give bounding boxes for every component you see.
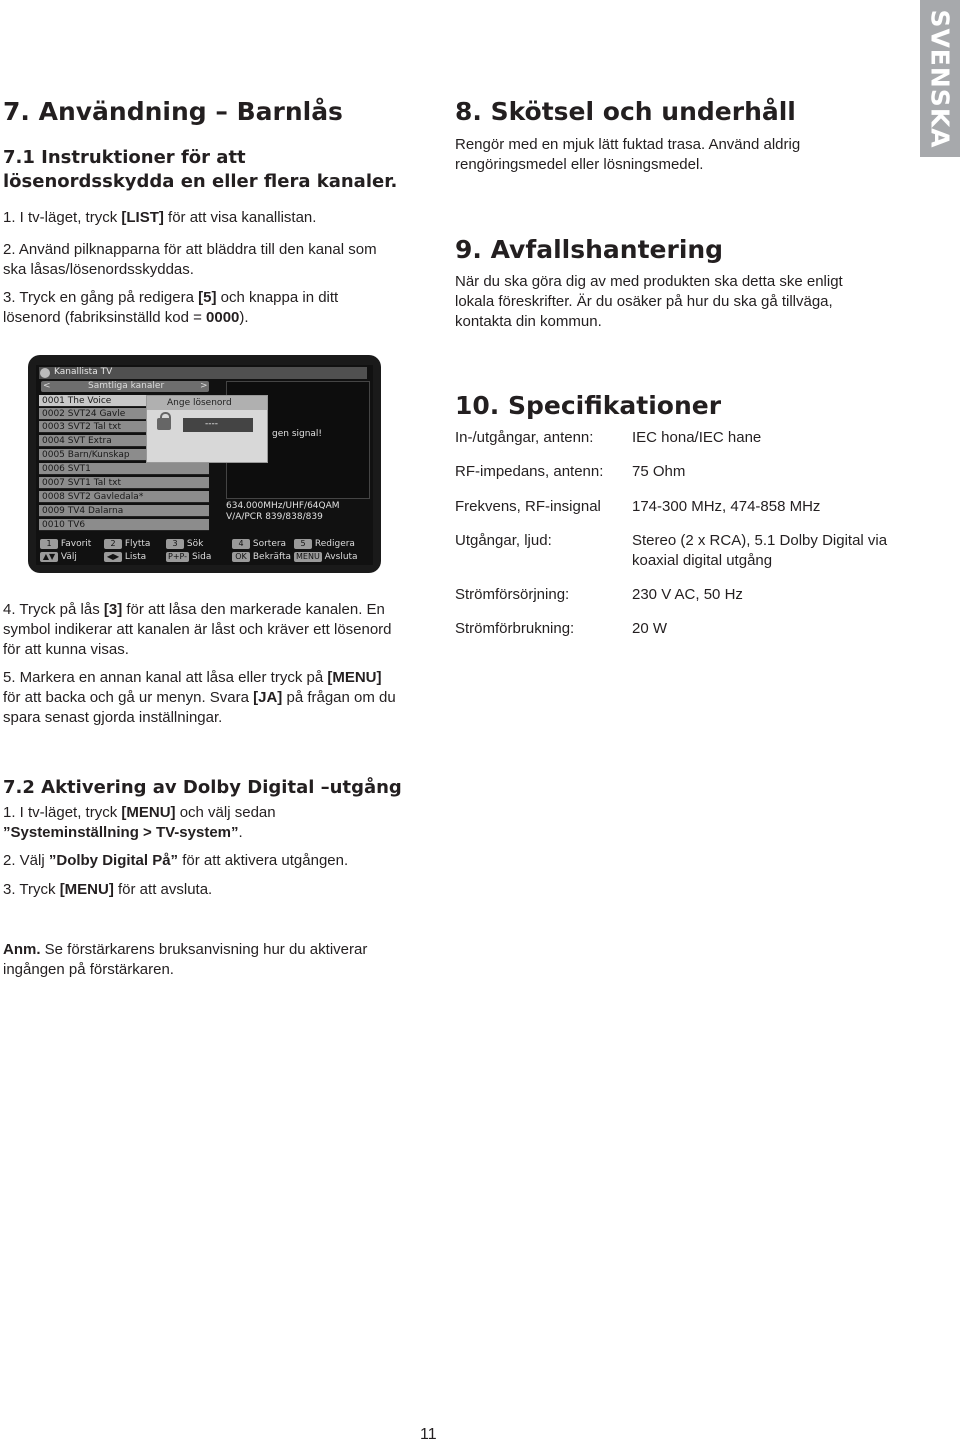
spec-value: 174-300 MHz, 474-858 MHz bbox=[632, 498, 821, 515]
section-10-title: 10. Specifikationer bbox=[455, 391, 722, 420]
channel-row: 0006 SVT1 bbox=[39, 463, 209, 475]
tv-screen bbox=[36, 365, 373, 565]
key-hint: ◀▶ Lista bbox=[104, 552, 146, 562]
key-hint: OK Bekräfta bbox=[232, 552, 291, 562]
password-dialog-title: Ange lösenord bbox=[167, 398, 232, 408]
tv-menu-icon bbox=[40, 368, 50, 378]
pid-info: V/A/PCR 839/838/839 bbox=[226, 512, 323, 522]
section-7-title: 7. Användning – Barnlås bbox=[3, 97, 343, 126]
spec-label: Utgångar, ljud: bbox=[455, 532, 552, 549]
spec-value: IEC hona/IEC hane bbox=[632, 429, 762, 446]
section-9-title: 9. Avfallshantering bbox=[455, 235, 724, 264]
spec-label: In-/utgångar, antenn: bbox=[455, 429, 594, 446]
spec-label: Strömförsörjning: bbox=[455, 586, 570, 603]
password-field: ---- bbox=[205, 419, 218, 429]
channel-row: 0003 SVT2 Tal txt bbox=[39, 421, 209, 433]
section-7-1-subtitle: 7.1 Instruktioner för att lösenordsskydda en eller flera kanaler. bbox=[3, 147, 398, 192]
key-hint: MENU Avsluta bbox=[296, 552, 358, 562]
step-2: 2. Använd pilknapparna för att bläddra till den kanal som ska låsas/lösenordsskyddas. bbox=[3, 241, 377, 278]
channel-row: 0005 Barn/Kunskap bbox=[39, 449, 209, 461]
language-tab-label: SVENSKA bbox=[925, 8, 955, 149]
filter-next-icon: > bbox=[200, 381, 208, 391]
spec-value: 75 Ohm bbox=[632, 463, 686, 480]
spec-value: 230 V AC, 50 Hz bbox=[632, 586, 743, 603]
channel-row: 0007 SVT1 Tal txt bbox=[39, 477, 209, 489]
step-3: 3. Tryck en gång på redigera [5] och knappa in ditt lösenord (fabriksinställd kod = 0000). bbox=[3, 289, 339, 326]
password-dialog bbox=[146, 395, 268, 463]
key-hint: 1 Favorit bbox=[40, 539, 91, 549]
spec-value: 20 W bbox=[632, 620, 668, 637]
key-hint: 4 Sortera bbox=[232, 539, 286, 549]
key-hint: 3 Sök bbox=[166, 539, 203, 549]
page-number: 11 bbox=[420, 1426, 437, 1443]
section-8-title: 8. Skötsel och underhåll bbox=[455, 97, 796, 126]
channel-row: 0010 TV6 bbox=[39, 519, 209, 531]
key-hint: P+P- Sida bbox=[168, 552, 212, 562]
section-8-text: Rengör med en mjuk lätt fuktad trasa. Använd aldrig rengöringsmedel eller lösningsmedel. bbox=[455, 136, 801, 173]
spec-value: Stereo (2 x RCA), 5.1 Dolby Digital via koaxial digital utgång bbox=[632, 532, 888, 569]
dolby-step-3: 3. Tryck [MENU] för att avsluta. bbox=[3, 881, 213, 898]
section-7-2-subtitle: 7.2 Aktivering av Dolby Digital –utgång bbox=[3, 777, 402, 798]
key-hint: 2 Flytta bbox=[104, 539, 150, 549]
tv-filter: Samtliga kanaler bbox=[88, 381, 165, 391]
note: Anm. Se förstärkarens bruksanvisning hur du aktiverar ingången på förstärkaren. bbox=[3, 941, 368, 978]
key-hint: 5 Redigera bbox=[294, 539, 355, 549]
no-signal-text: gen signal! bbox=[272, 429, 323, 439]
spec-label: Frekvens, RF-insignal bbox=[455, 498, 601, 515]
tv-channel-list-screenshot bbox=[28, 355, 381, 573]
dolby-step-2: 2. Välj ”Dolby Digital På” för att aktivera utgången. bbox=[3, 852, 349, 869]
tv-list-title: Kanallista TV bbox=[54, 367, 113, 377]
key-hint: ▲▼ Välj bbox=[40, 552, 77, 562]
channel-row: 0004 SVT Extra bbox=[39, 435, 209, 447]
frequency-info: 634.000MHz/UHF/64QAM bbox=[226, 501, 340, 511]
spec-label: RF-impedans, antenn: bbox=[455, 463, 604, 480]
channel-row: 0002 SVT24 Gavle bbox=[39, 408, 209, 420]
channel-row: 0001 The Voice bbox=[39, 395, 209, 407]
filter-prev-icon: < bbox=[43, 381, 51, 391]
dolby-step-1: 1. I tv-läget, tryck [MENU] och välj sedan ”Systeminställning > TV-system”. bbox=[3, 804, 276, 841]
step-1: 1. I tv-läget, tryck [LIST] för att visa kanallistan. bbox=[3, 209, 317, 226]
channel-row: 0009 TV4 Dalarna bbox=[39, 505, 209, 517]
step-5: 5. Markera en annan kanal att låsa eller tryck på [MENU] för att backa och gå ur menyn. Svara [JA] på frågan om du spara senast gjorda inställningar. bbox=[3, 669, 396, 726]
section-9-text: När du ska göra dig av med produkten ska detta ske enligt lokala föreskrifter. Är du osäker på hur du ska gå tillväga, kontakta din kommun. bbox=[455, 273, 843, 330]
language-tab bbox=[920, 0, 960, 157]
step-4: 4. Tryck på lås [3] för att låsa den markerade kanalen. En symbol indikerar att kanalen är låst och kräver ett lösenord för att kunna visas. bbox=[3, 601, 392, 658]
channel-row: 0008 SVT2 Gavledala* bbox=[39, 491, 209, 503]
spec-label: Strömförbrukning: bbox=[455, 620, 575, 637]
